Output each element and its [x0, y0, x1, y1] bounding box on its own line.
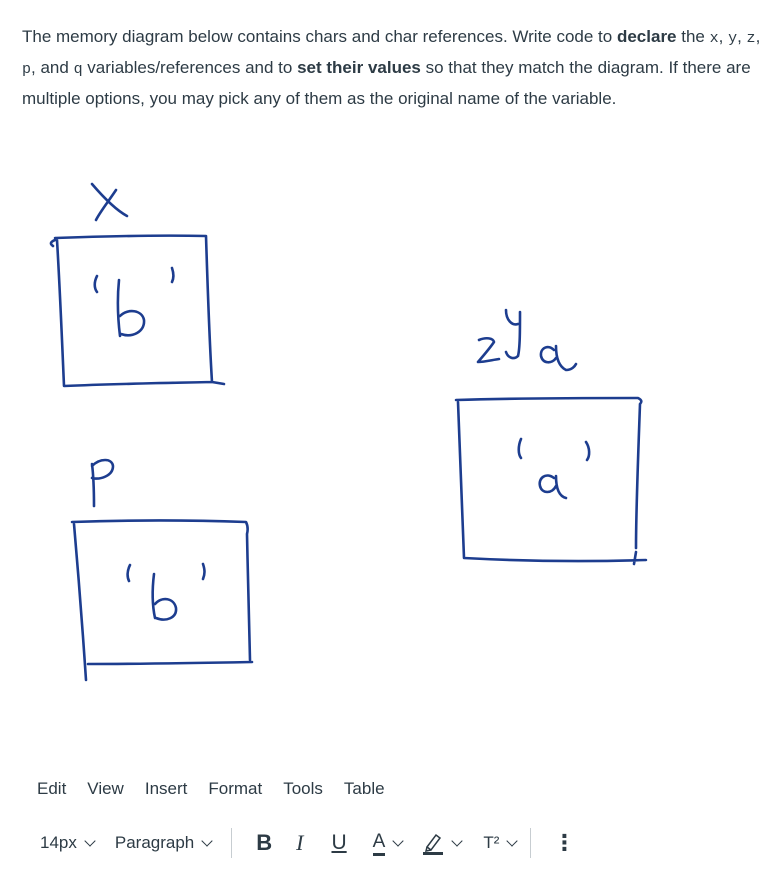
toolbar-divider [231, 828, 232, 858]
toolbar-divider [530, 828, 531, 858]
underline-button[interactable] [331, 828, 346, 858]
handwritten-q-label [541, 346, 576, 370]
italic-button[interactable] [296, 828, 303, 858]
more-options-button[interactable] [553, 828, 575, 858]
bold-icon: B [256, 830, 273, 855]
memory-box-x [51, 184, 224, 386]
editor-toolbar [40, 828, 575, 858]
question-part2: the [676, 27, 710, 46]
menu-insert[interactable]: Insert [144, 779, 188, 798]
highlight-color-button[interactable] [422, 828, 461, 858]
var-p: p [22, 61, 32, 78]
char-value-a [519, 439, 589, 498]
var-y: y [728, 30, 738, 47]
text-color-icon: A [373, 831, 386, 856]
question-part5: so that they match the diagram. If there are multiple options, you may pick any of them as the original name of the variable. [22, 58, 751, 108]
comma: , [718, 27, 729, 46]
chevron-down-icon [393, 835, 404, 846]
font-size-value: 14px [40, 833, 77, 852]
handwritten-x-label [92, 184, 127, 220]
superscript-icon: T² [483, 833, 500, 852]
comma: , [755, 27, 761, 46]
bold-button[interactable] [256, 828, 272, 858]
italic-icon: I [296, 830, 304, 855]
menu-format[interactable]: Format [208, 779, 263, 798]
block-format-value: Paragraph [114, 833, 195, 852]
block-format-dropdown[interactable] [115, 828, 211, 858]
more-vertical-icon: ⋮ [553, 830, 576, 855]
declare-emphasis: declare [616, 27, 677, 46]
handwritten-p-label [92, 460, 113, 506]
menu-table[interactable]: Table [343, 779, 385, 798]
chevron-down-icon [507, 835, 518, 846]
question-part4: variables/references and to [82, 58, 298, 77]
highlighter-icon [422, 831, 444, 855]
var-z: z [746, 30, 756, 47]
superscript-button[interactable] [483, 828, 516, 858]
set-values-emphasis: set their values [297, 58, 421, 77]
handwritten-y-label [506, 310, 520, 358]
memory-box-p [72, 460, 252, 680]
chevron-down-icon [452, 835, 463, 846]
question-part3: , and [31, 58, 74, 77]
memory-box-zyq [456, 310, 646, 564]
var-q: q [73, 61, 83, 78]
question-part1: The memory diagram below contains chars and char references. Write code to [22, 27, 617, 46]
menu-tools[interactable]: Tools [283, 779, 323, 798]
text-color-button[interactable] [373, 828, 403, 858]
chevron-down-icon [202, 835, 213, 846]
editor-menubar [37, 779, 406, 799]
comma: , [737, 27, 747, 46]
char-value-b [128, 564, 205, 620]
char-value-b [95, 268, 174, 336]
handwritten-z-label [478, 338, 499, 362]
menu-edit[interactable]: Edit [37, 779, 67, 798]
memory-diagram [0, 160, 776, 720]
chevron-down-icon [84, 835, 95, 846]
menu-view[interactable]: View [87, 779, 124, 798]
question-text [22, 22, 762, 113]
memory-diagram-drawing [0, 160, 776, 720]
box-outline [456, 398, 646, 564]
font-size-dropdown[interactable] [40, 828, 94, 858]
var-x: x [709, 30, 719, 47]
underline-icon: U [331, 831, 347, 854]
